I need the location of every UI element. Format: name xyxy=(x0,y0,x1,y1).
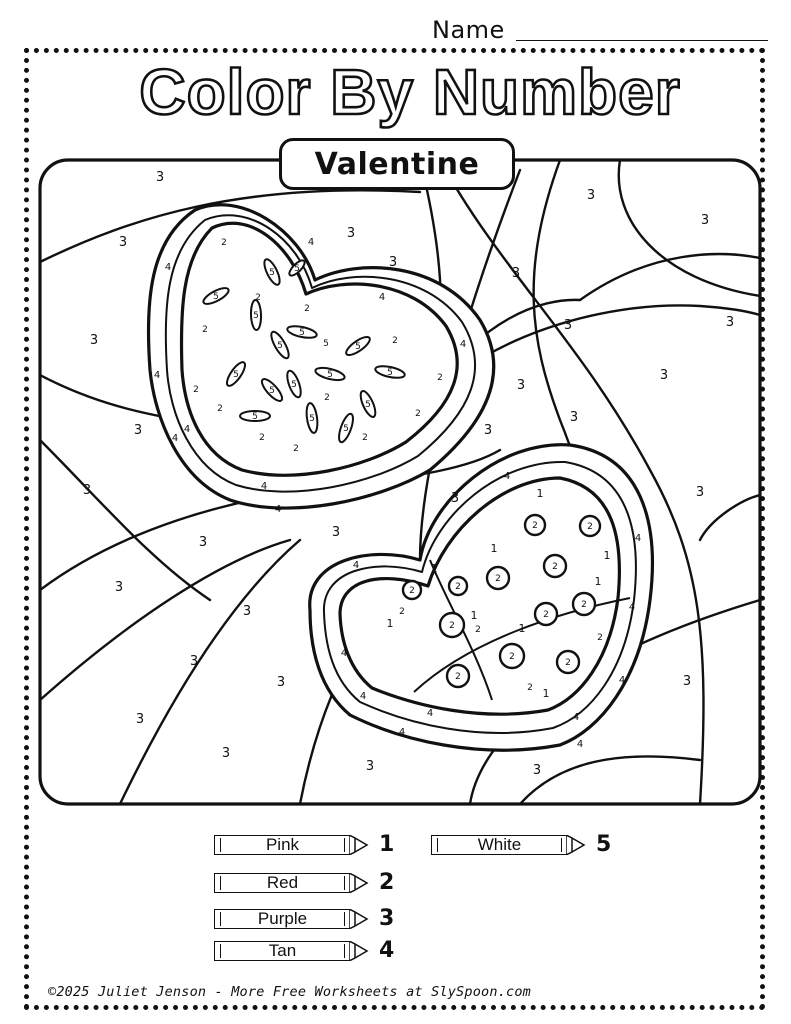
region-number: 1 xyxy=(542,687,550,700)
crayon-label: White xyxy=(431,835,567,855)
crayon-tip-icon xyxy=(566,835,586,855)
region-number: 3 xyxy=(221,746,231,761)
region-number: 2 xyxy=(437,373,443,383)
region-number: 1 xyxy=(518,622,526,635)
cookie-heart-top[interactable] xyxy=(148,205,493,508)
crayon-tip-icon xyxy=(349,941,369,961)
region-number: 1 xyxy=(490,542,498,555)
region-number: 4 xyxy=(153,370,161,381)
region-number: 1 xyxy=(594,575,602,588)
region-number: 5 xyxy=(323,339,329,349)
region-number: 3 xyxy=(586,188,596,203)
region-number: 3 xyxy=(133,423,143,438)
region-number: 4 xyxy=(378,292,386,303)
key-number: 4 xyxy=(379,938,395,963)
region-number: 1 xyxy=(470,609,478,622)
region-number: 5 xyxy=(269,386,275,396)
key-number: 5 xyxy=(596,832,612,857)
subtitle-label: Valentine xyxy=(279,138,515,190)
region-number: 2 xyxy=(552,562,558,572)
region-number: 4 xyxy=(618,675,626,686)
region-number: 2 xyxy=(581,600,587,610)
region-number: 4 xyxy=(164,262,172,273)
region-number: 5 xyxy=(252,412,258,422)
region-number: 5 xyxy=(233,370,239,380)
region-number: 3 xyxy=(242,604,252,619)
crayon-label: Purple xyxy=(214,909,350,929)
region-number: 2 xyxy=(255,293,261,303)
region-number: 3 xyxy=(198,535,208,550)
region-number: 2 xyxy=(221,238,227,248)
region-number: 4 xyxy=(274,504,282,515)
key-number: 3 xyxy=(379,906,395,931)
region-number: 4 xyxy=(503,471,511,482)
region-number: 3 xyxy=(346,226,356,241)
region-number: 3 xyxy=(511,266,521,281)
region-number: 2 xyxy=(509,652,515,662)
copyright-footer: ©2025 Juliet Jenson - More Free Worksheets at SlySpoon.com xyxy=(48,984,532,1000)
region-number: 3 xyxy=(695,485,705,500)
region-number: 3 xyxy=(700,213,710,228)
region-number: 2 xyxy=(409,586,415,596)
region-number: 4 xyxy=(171,433,179,444)
region-number: 4 xyxy=(576,739,584,750)
region-number: 3 xyxy=(483,423,493,438)
region-number: 3 xyxy=(365,759,375,774)
region-number: 3 xyxy=(155,170,165,185)
region-number: 3 xyxy=(682,674,692,689)
region-number: 2 xyxy=(324,393,330,403)
region-number: 2 xyxy=(455,672,461,682)
region-number: 3 xyxy=(659,368,669,383)
region-number: 3 xyxy=(331,525,341,540)
region-number: 3 xyxy=(189,654,199,669)
region-number: 2 xyxy=(362,433,368,443)
region-number: 2 xyxy=(415,409,421,419)
region-number: 5 xyxy=(355,342,361,352)
region-number: 3 xyxy=(82,483,92,498)
region-number: 5 xyxy=(213,292,219,302)
region-number: 2 xyxy=(217,404,223,414)
region-number: 3 xyxy=(118,235,128,250)
region-number: 5 xyxy=(299,328,305,338)
region-number: 3 xyxy=(388,255,398,270)
region-number: 2 xyxy=(597,633,603,643)
region-number: 3 xyxy=(532,763,542,778)
region-number: 5 xyxy=(291,380,297,390)
svg-text:Color By Number: Color By Number xyxy=(139,56,681,128)
crayon-tip-icon xyxy=(349,873,369,893)
region-number: 4 xyxy=(398,727,406,738)
name-label: Name xyxy=(432,16,505,44)
region-number: 3 xyxy=(516,378,526,393)
region-number: 1 xyxy=(386,617,394,630)
region-number: 5 xyxy=(294,264,300,274)
region-number: 2 xyxy=(527,683,533,693)
region-number: 3 xyxy=(135,712,145,727)
key-number: 1 xyxy=(379,832,395,857)
region-number: 1 xyxy=(603,549,611,562)
crayon-label: Tan xyxy=(214,941,350,961)
region-number: 5 xyxy=(365,400,371,410)
region-number: 4 xyxy=(260,481,268,492)
region-number: 2 xyxy=(587,522,593,532)
region-number: 5 xyxy=(253,311,259,321)
region-number: 3 xyxy=(450,491,460,506)
crayon-label: Pink xyxy=(214,835,350,855)
region-number: 2 xyxy=(392,336,398,346)
region-number: 3 xyxy=(114,580,124,595)
region-number: 5 xyxy=(277,341,283,351)
region-number: 1 xyxy=(536,487,544,500)
region-number: 4 xyxy=(459,339,467,350)
region-number: 2 xyxy=(455,582,461,592)
region-number: 4 xyxy=(307,237,315,248)
region-number: 5 xyxy=(327,370,333,380)
region-number: 4 xyxy=(426,708,434,719)
region-number: 4 xyxy=(352,560,360,571)
region-number: 4 xyxy=(340,648,348,659)
region-number: 2 xyxy=(532,521,538,531)
region-number: 5 xyxy=(343,424,349,434)
region-number: 1 xyxy=(430,562,438,575)
region-number: 3 xyxy=(276,675,286,690)
region-number: 5 xyxy=(309,414,315,424)
crayon-label: Red xyxy=(214,873,350,893)
region-number: 4 xyxy=(359,691,367,702)
region-number: 3 xyxy=(569,410,579,425)
region-number: 2 xyxy=(259,433,265,443)
region-number: 4 xyxy=(628,602,636,613)
region-number: 3 xyxy=(89,333,99,348)
region-number: 2 xyxy=(293,444,299,454)
region-number: 2 xyxy=(543,610,549,620)
region-number: 2 xyxy=(193,385,199,395)
region-number: 2 xyxy=(475,625,481,635)
region-number: 4 xyxy=(183,424,191,435)
region-number: 2 xyxy=(565,658,571,668)
region-number: 2 xyxy=(449,621,455,631)
region-number: 5 xyxy=(387,368,393,378)
region-number: 2 xyxy=(399,607,405,617)
region-number: 3 xyxy=(725,315,735,330)
region-number: 2 xyxy=(202,325,208,335)
region-number: 5 xyxy=(269,268,275,278)
region-number: 4 xyxy=(572,712,580,723)
region-number: 4 xyxy=(634,533,642,544)
crayon-tip-icon xyxy=(349,835,369,855)
region-number: 2 xyxy=(495,574,501,584)
key-number: 2 xyxy=(379,870,395,895)
region-number: 3 xyxy=(563,318,573,333)
region-number: 2 xyxy=(304,304,310,314)
crayon-tip-icon xyxy=(349,909,369,929)
